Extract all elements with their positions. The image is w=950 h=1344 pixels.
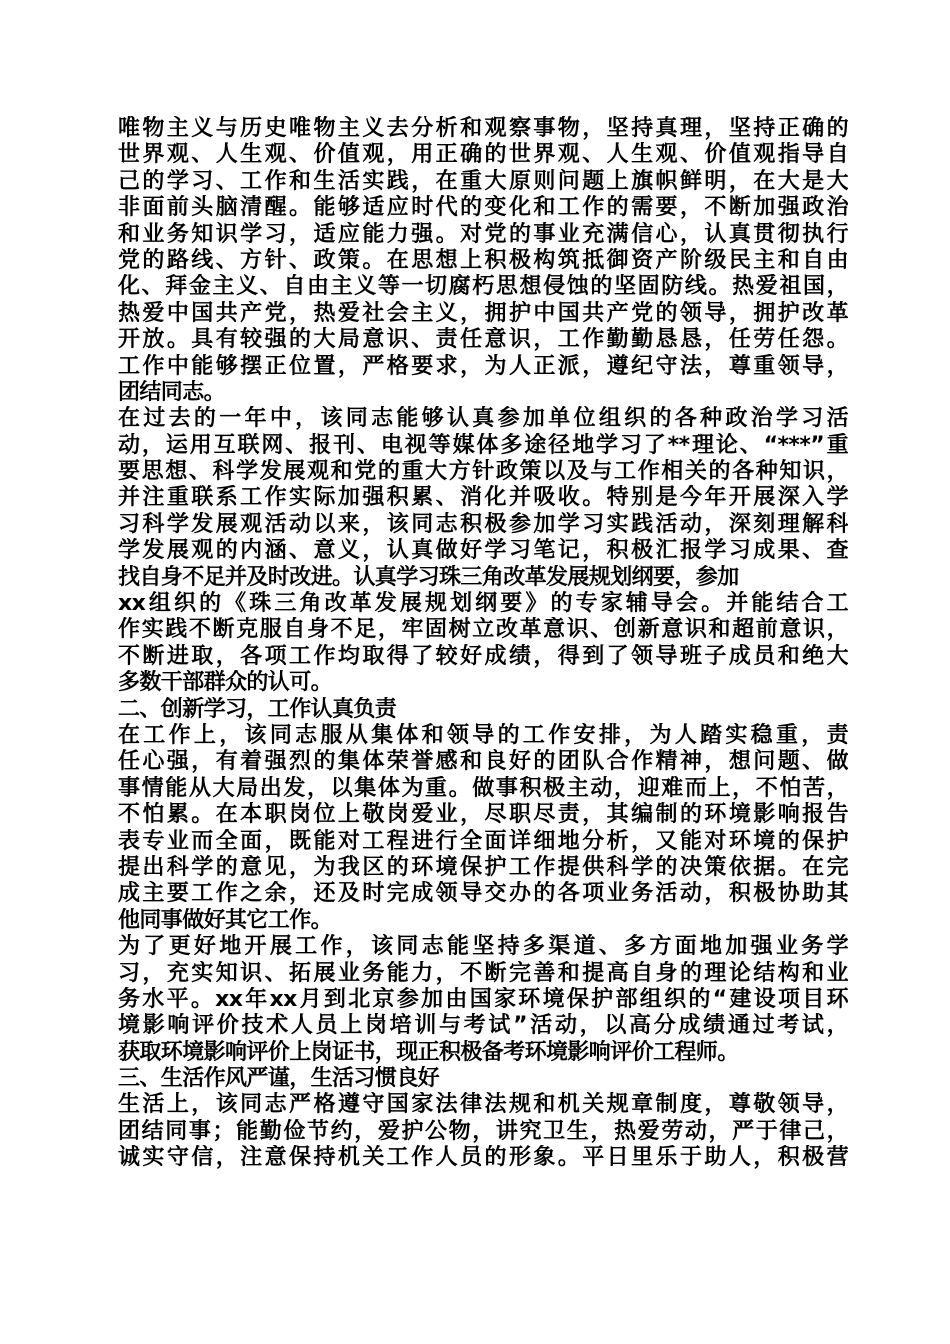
text-line: 和业务知识学习，适应能力强。对党的事业充满信心，认真贯彻执行	[118, 221, 848, 247]
text-line: 工作中能够摆正位置，严格要求，为人正派，遵纪守法，尊重领导，	[118, 353, 848, 379]
text-line: 务水平。xx年xx月到北京参加由国家环境保护部组织的“建设项目环	[118, 986, 848, 1012]
text-line: 成主要工作之余，还及时完成领导交办的各项业务活动，积极协助其	[118, 881, 848, 907]
text-line: 习，充实知识、拓展业务能力，不断完善和提高自身的理论结构和业	[118, 960, 848, 986]
text-line: 要思想、科学发展观和党的重大方针政策以及与工作相关的各种知识，	[118, 459, 848, 485]
section-heading: 二、创新学习，工作认真负责	[118, 696, 397, 722]
text-line: 任心强，有着强烈的集体荣誉感和良好的团队合作精神，想问题、做	[118, 749, 848, 775]
text-line: 他同事做好其它工作。	[118, 907, 333, 933]
text-line: 世界观、人生观、价值观，用正确的世界观、人生观、价值观指导自	[118, 142, 848, 168]
text-line: 事情能从大局出发，以集体为重。做事积极主动，迎难而上，不怕苦，	[118, 775, 848, 801]
text-line: 己的学习、工作和生活实践，在重大原则问题上旗帜鲜明，在大是大	[118, 168, 848, 194]
text-line: 诚实守信，注意保持机关工作人员的形象。平日里乐于助人，积极营	[118, 1145, 848, 1171]
text-line: 学发展观的内涵、意义，认真做好学习笔记，积极汇报学习成果、查	[118, 538, 848, 564]
text-line: 习科学发展观活动以来，该同志积极参加学习实践活动，深刻理解科	[118, 511, 848, 537]
text-line: 动，运用互联网、报刊、电视等媒体多途径地学习了**理论、“***”重	[118, 432, 848, 458]
text-line: 热爱中国共产党，热爱社会主义，拥护中国共产党的领导，拥护改革	[118, 300, 848, 326]
text-line: 为了更好地开展工作，该同志能坚持多渠道、多方面地加强业务学	[118, 934, 848, 960]
text-line: 不断进取，各项工作均取得了较好成绩，得到了领导班子成员和绝大	[118, 643, 848, 669]
text-line: 团结同志。	[118, 379, 226, 405]
text-line: 化、拜金主义、自由主义等一切腐朽思想侵蚀的坚固防线。热爱祖国，	[118, 274, 848, 300]
text-line: 在过去的一年中，该同志能够认真参加单位组织的各种政治学习活	[118, 406, 848, 432]
text-line: 团结同事；能勤俭节约，爱护公物，讲究卫生，热爱劳动，严于律己，	[118, 1118, 848, 1144]
text-line: 在工作上，该同志服从集体和领导的工作安排，为人踏实稳重，责	[118, 722, 848, 748]
text-line: 不怕累。在本职岗位上敬岗爱业，尽职尽责，其编制的环境影响报告	[118, 802, 848, 828]
text-line: xx组织的《珠三角改革发展规划纲要》的专家辅导会。并能结合工	[118, 591, 848, 617]
text-line: 党的路线、方针、政策。在思想上积极构筑抵御资产阶级民主和自由	[118, 247, 848, 273]
text-line: 生活上，该同志严格遵守国家法律法规和机关规章制度，尊敬领导，	[118, 1092, 848, 1118]
text-line: 唯物主义与历史唯物主义去分析和观察事物，坚持真理，坚持正确的	[118, 116, 848, 141]
text-line: 非面前头脑清醒。能够适应时代的变化和工作的需要，不断加强政治	[118, 195, 848, 221]
text-line: 表专业而全面，既能对工程进行全面详细地分析，又能对环境的保护	[118, 828, 848, 854]
text-line: 作实践不断克服自身不足，牢固树立改革意识、创新意识和超前意识，	[118, 617, 848, 643]
text-line: 并注重联系工作实际加强积累、消化并吸收。特别是今年开展深入学	[118, 485, 848, 511]
text-line: 提出科学的意见，为我区的环境保护工作提供科学的决策依据。在完	[118, 854, 848, 880]
text-line: 境影响评价技术人员上岗培训与考试”活动，以高分成绩通过考试，	[118, 1013, 848, 1039]
text-line: 开放。具有较强的大局意识、责任意识，工作勤勤恳恳，任劳任怨。	[118, 327, 848, 353]
text-line: 找自身不足并及时改进。认真学习珠三角改革发展规划纲要，参加	[118, 564, 739, 590]
text-line: 获取环境影响评价上岗证书，现正积极备考环境影响评价工程师。	[118, 1039, 739, 1065]
text-line: 多数干部群众的认可。	[118, 670, 333, 696]
document-page	[118, 116, 848, 1172]
section-heading: 三、生活作风严谨，生活习惯良好	[118, 1066, 440, 1092]
